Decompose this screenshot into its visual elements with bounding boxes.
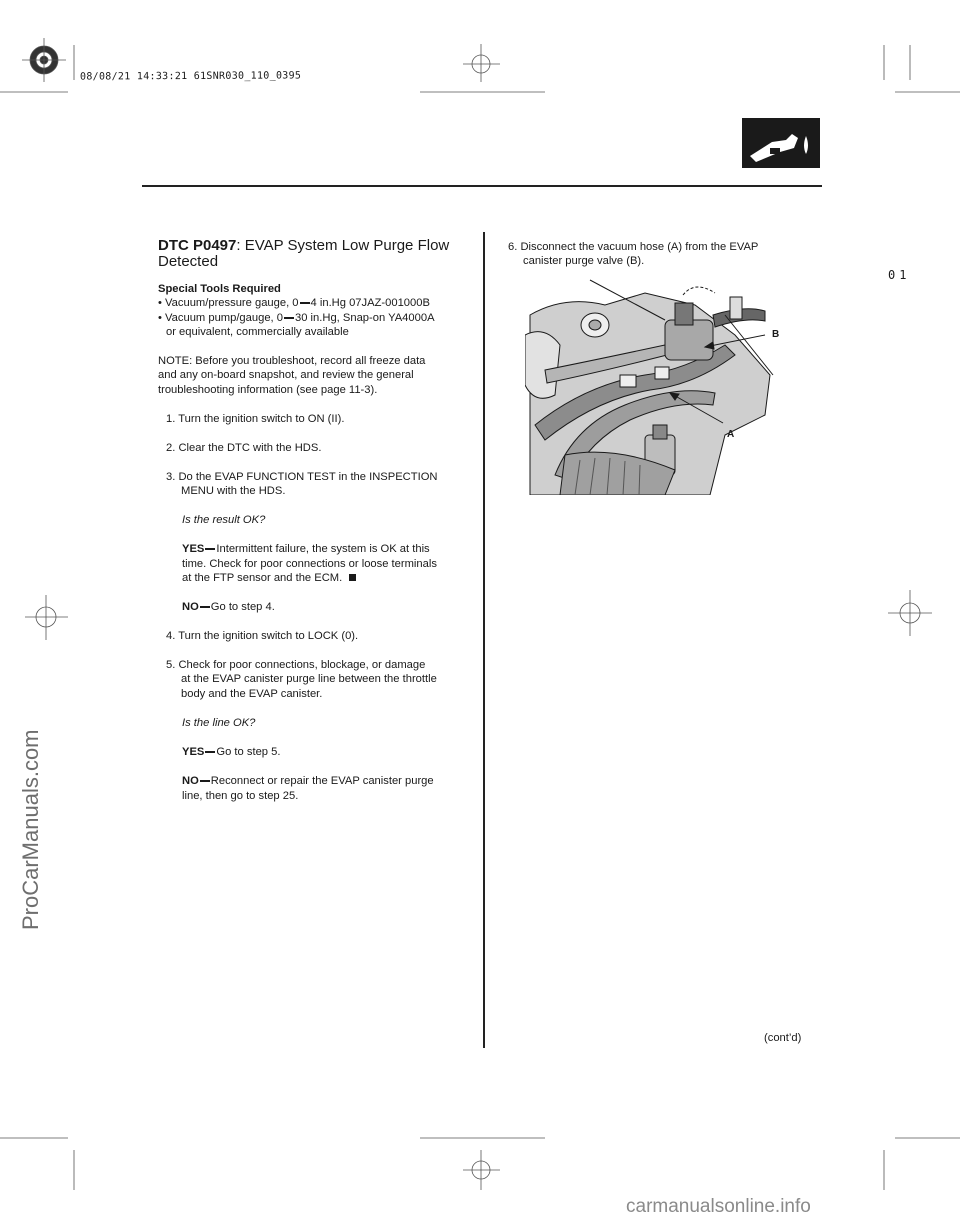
step-4: 4. Turn the ignition switch to LOCK (0). — [166, 630, 359, 642]
tool-item-2: • Vacuum pump/gauge, 0 30 in.Hg, Snap-on YA4000A — [158, 312, 435, 324]
dtc-code: DTC P0497 — [158, 237, 237, 254]
watermark-vertical: ProCarManuals.com — [18, 729, 43, 930]
yes-answer-1-line2: time. Check for poor connections or loose terminals — [182, 558, 437, 570]
callout-label-b: B — [772, 329, 780, 340]
step-3-cont: MENU with the HDS. — [181, 485, 286, 497]
step-6-cont: canister purge valve (B). — [523, 255, 645, 267]
dtc-title-text: : EVAP System Low Purge Flow — [236, 237, 450, 254]
yes-answer-1: YES Intermittent failure, the system is OK at this — [182, 543, 430, 555]
note-line-2: and any on-board snapshot, and review the general — [158, 369, 414, 381]
continued-label: (cont’d) — [764, 1032, 802, 1044]
note-line-1: NOTE: Before you troubleshoot, record all freeze data — [158, 355, 426, 367]
fuel-system-icon — [742, 118, 820, 168]
question-2: Is the line OK? — [182, 717, 256, 729]
page-code: 01 — [888, 268, 911, 282]
step-1: 1. Turn the ignition switch to ON (II). — [166, 413, 345, 425]
step-2: 2. Clear the DTC with the HDS. — [166, 442, 322, 454]
watermark-bottom: carmanualsonline.info — [626, 1196, 811, 1217]
no-answer-2: NO Reconnect or repair the EVAP canister purge — [182, 775, 434, 787]
column-divider — [483, 232, 485, 1048]
print-timestamp: 08/08/21 14:33:21 61SNR030_110_0395 — [79, 70, 302, 83]
step-5: 5. Check for poor connections, blockage, or damage — [166, 659, 426, 671]
step-6: 6. Disconnect the vacuum hose (A) from the EVAP — [508, 241, 759, 253]
header-rule — [142, 185, 822, 187]
yes-answer-2: YES Go to step 5. — [182, 746, 281, 758]
step-5-cont-2: body and the EVAP canister. — [181, 688, 323, 700]
end-square-icon — [349, 574, 356, 581]
callout-label-a: A — [727, 429, 735, 440]
engine-bay-illustration — [525, 275, 785, 495]
note-line-3: troubleshooting information (see page 11-3). — [158, 384, 378, 396]
tool-item-2-cont: or equivalent, commercially available — [166, 326, 349, 338]
question-1: Is the result OK? — [182, 514, 266, 526]
no-answer-2-line2: line, then go to step 25. — [182, 790, 299, 802]
dtc-title-line2: Detected — [158, 253, 219, 270]
dtc-title — [158, 238, 449, 254]
step-5-cont-1: at the EVAP canister purge line between the throttle — [181, 673, 437, 685]
step-3: 3. Do the EVAP FUNCTION TEST in the INSPECTION — [166, 471, 438, 483]
tools-heading: Special Tools Required — [158, 283, 281, 295]
tool-item-1: • Vacuum/pressure gauge, 0 4 in.Hg 07JAZ-001000B — [158, 297, 430, 309]
yes-answer-1-line3: at the FTP sensor and the ECM. — [182, 571, 356, 586]
no-answer-1: NO Go to step 4. — [182, 601, 275, 613]
fuel-nozzle-icon — [742, 118, 820, 168]
